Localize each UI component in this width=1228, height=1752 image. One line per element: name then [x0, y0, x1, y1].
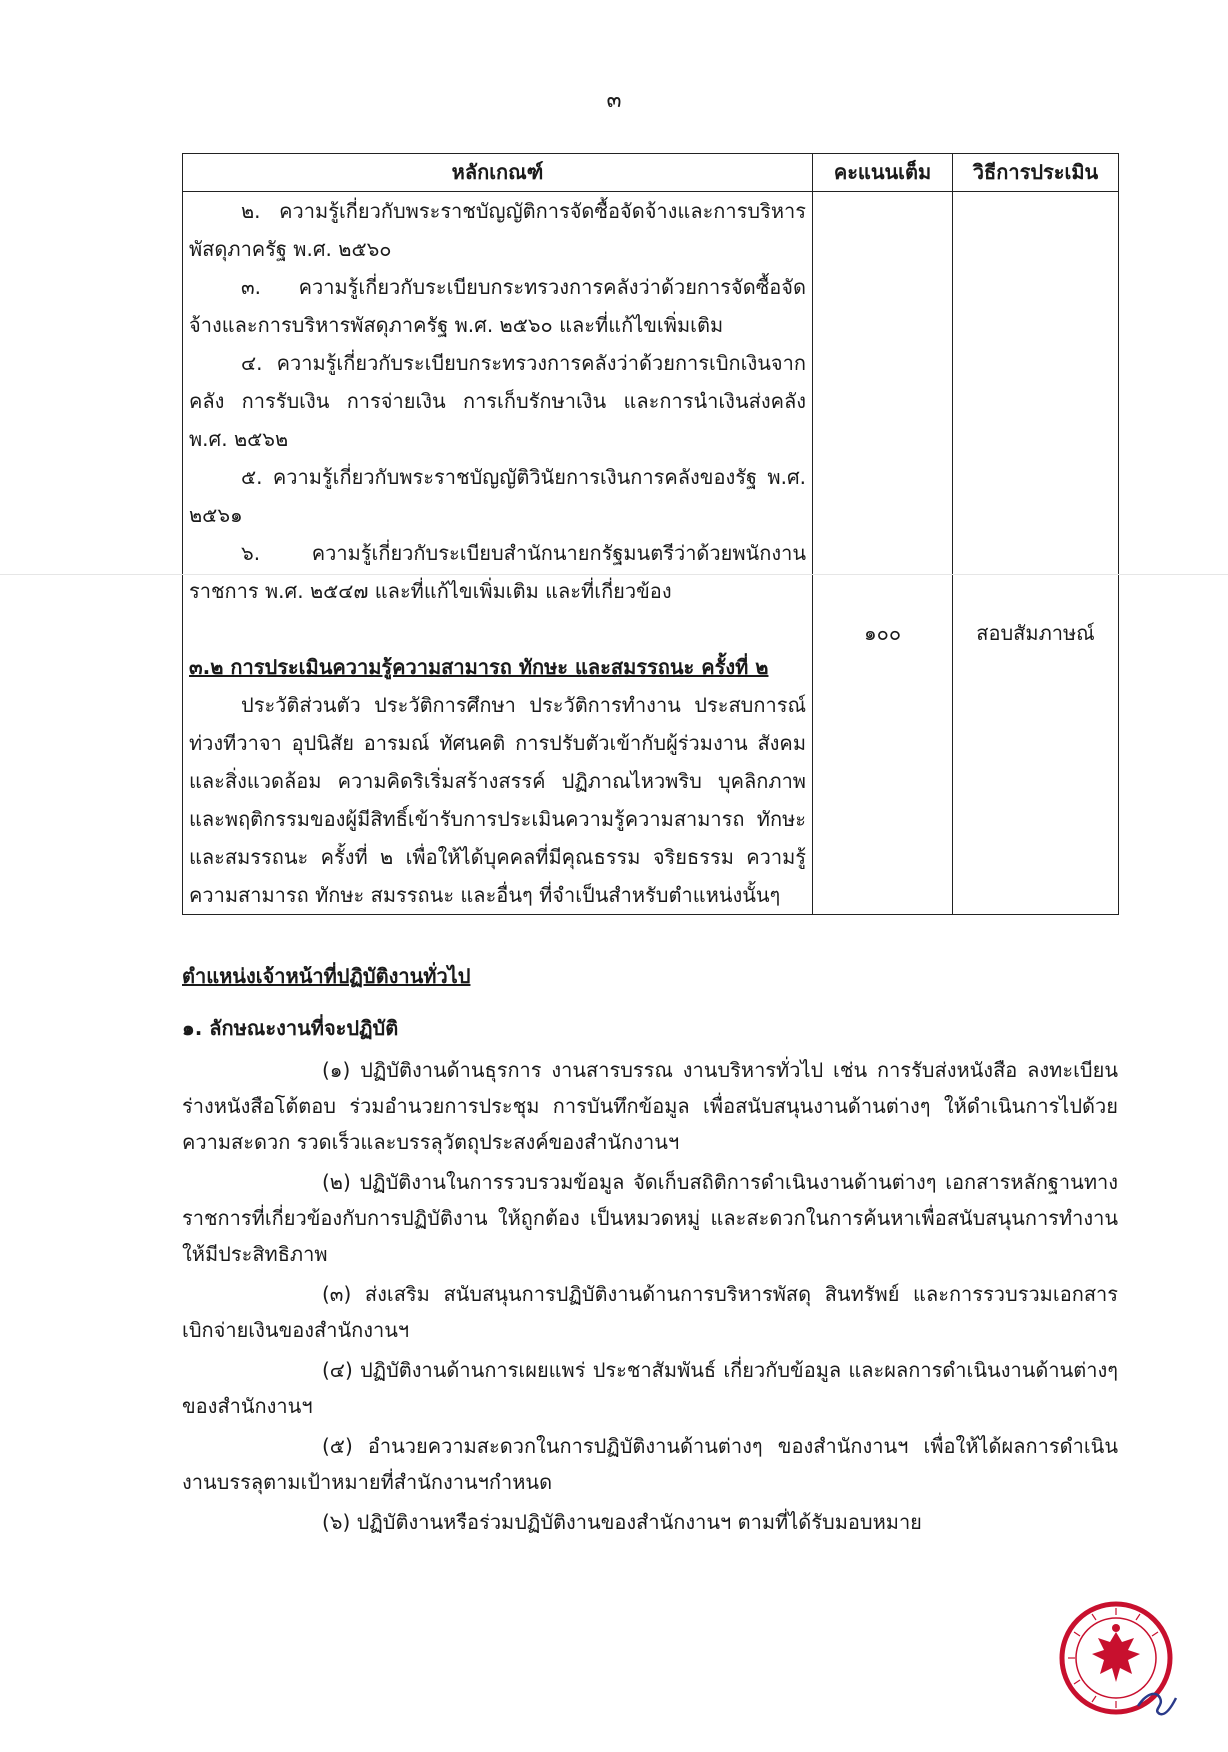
spacer	[189, 610, 806, 648]
list-item: ๒. ความรู้เกี่ยวกับพระราชบัญญัติการจัดซื้อจัดจ้างและการบริหารพัสดุภาครัฐ พ.ศ. ๒๕๖๐	[189, 199, 806, 261]
position-subheading: ๑. ลักษณะงานที่จะปฏิบัติ	[182, 1016, 399, 1040]
list-item: ๔. ความรู้เกี่ยวกับระเบียบกระทรวงการคลังว่าด้วยการเบิกเงินจากคลัง การรับเงิน การจ่ายเงิน การเก็บรักษาเงิน และการนำเงินส่งคลัง พ.ศ. ๒๕๖๒	[189, 351, 806, 451]
duty-item: (๖) ปฏิบัติงานหรือร่วมปฏิบัติงานของสำนักงานฯ ตามที่ได้รับมอบหมาย	[322, 1510, 922, 1534]
position-title: ตำแหน่งเจ้าหน้าที่ปฏิบัติงานทั่วไป	[182, 964, 471, 988]
score-cell	[813, 192, 953, 915]
header-method: วิธีการประเมิน	[953, 154, 1119, 192]
duty-item: (๕) อำนวยความสะดวกในการปฏิบัติงานด้านต่างๆ ของสำนักงานฯ เพื่อให้ได้ผลการดำเนินงานบรรลุตามเป้าหมายที่สำนักงานฯกำหนด	[182, 1434, 1118, 1494]
section-3-2-method: สอบสัมภาษณ์	[976, 621, 1095, 645]
criteria-cell	[183, 192, 813, 915]
header-score: คะแนนเต็ม	[813, 154, 953, 192]
table-row	[183, 192, 1119, 915]
header-criteria: หลักเกณฑ์	[183, 154, 813, 192]
duties-list	[182, 1052, 1118, 1544]
method-cell	[953, 192, 1119, 915]
garuda-emblem-icon	[1092, 1624, 1140, 1682]
criteria-table	[182, 153, 1119, 915]
section-3-2-heading: ๓.๒ การประเมินความรู้ความสามารถ ทักษะ และสมรรถนะ ครั้งที่ ๒	[189, 655, 769, 679]
duty-item: (๔) ปฏิบัติงานด้านการเผยแพร่ ประชาสัมพันธ์ เกี่ยวกับข้อมูล และผลการดำเนินงานด้านต่างๆ ของสำนักงานฯ	[182, 1358, 1118, 1418]
official-seal-icon	[1056, 1598, 1180, 1722]
duty-item: (๒) ปฏิบัติงานในการรวบรวมข้อมูล จัดเก็บสถิติการดำเนินงานด้านต่างๆ เอกสารหลักฐานทางราชการที่เกี่ยวข้องกับการปฏิบัติงาน ให้ถูกต้อง เป็นหมวดหมู่ และสะดวกในการค้นหาเพื่อสนับสนุนการทำงานให้มีประสิทธิภาพ	[182, 1170, 1118, 1266]
page-number: ๓	[606, 88, 622, 113]
duty-item: (๑) ปฏิบัติงานด้านธุรการ งานสารบรรณ งานบริหารทั่วไป เช่น การรับส่งหนังสือ ลงทะเบียน ร่างหนังสือโต้ตอบ ร่วมอำนวยการประชุม การบันทึกข้อมูล เพื่อสนับสนุนงานด้านต่างๆ ให้ดำเนินการไปด้วยความสะดวก รวดเร็วและบรรลุวัตถุประสงค์ของสำนักงานฯ	[182, 1058, 1118, 1154]
list-item: ๓. ความรู้เกี่ยวกับระเบียบกระทรวงการคลังว่าด้วยการจัดซื้อจัดจ้างและการบริหารพัสดุภาครัฐ พ.ศ. ๒๕๖๐ และที่แก้ไขเพิ่มเติม	[189, 275, 806, 337]
duty-item: (๓) ส่งเสริม สนับสนุนการปฏิบัติงานด้านการบริหารพัสดุ สินทรัพย์ และการรวบรวมเอกสารเบิกจ่ายเงินของสำนักงานฯ	[182, 1282, 1118, 1342]
list-item: ๕. ความรู้เกี่ยวกับพระราชบัญญัติวินัยการเงินการคลังของรัฐ พ.ศ. ๒๕๖๑	[189, 465, 806, 527]
section-3-2-score: ๑๐๐	[863, 621, 902, 645]
table-header-row	[183, 154, 1119, 192]
scan-divider	[0, 574, 1228, 575]
list-item: ๖. ความรู้เกี่ยวกับระเบียบสำนักนายกรัฐมนตรีว่าด้วยพนักงานราชการ พ.ศ. ๒๕๔๗ และที่แก้ไขเพิ่มเติม และที่เกี่ยวข้อง	[189, 541, 806, 603]
section-3-2-description: ประวัติส่วนตัว ประวัติการศึกษา ประวัติการทำงาน ประสบการณ์ ท่วงทีวาจา อุปนิสัย อารมณ์ ทัศนคติ การปรับตัวเข้ากับผู้ร่วมงาน สังคม และสิ่งแวดล้อม ความคิดริเริ่มสร้างสรรค์ ปฏิภาณไหวพริบ บุคลิกภาพ และพฤติกรรมของผู้มีสิทธิ์เข้ารับการประเมินความรู้ความสามารถ ทักษะ และสมรรถนะ ครั้งที่ ๒ เพื่อให้ได้บุคคลที่มีคุณธรรม จริยธรรม ความรู้ ความสามารถ ทักษะ สมรรถนะ และอื่นๆ ที่จำเป็นสำหรับตำแหน่งนั้นๆ	[189, 693, 806, 907]
